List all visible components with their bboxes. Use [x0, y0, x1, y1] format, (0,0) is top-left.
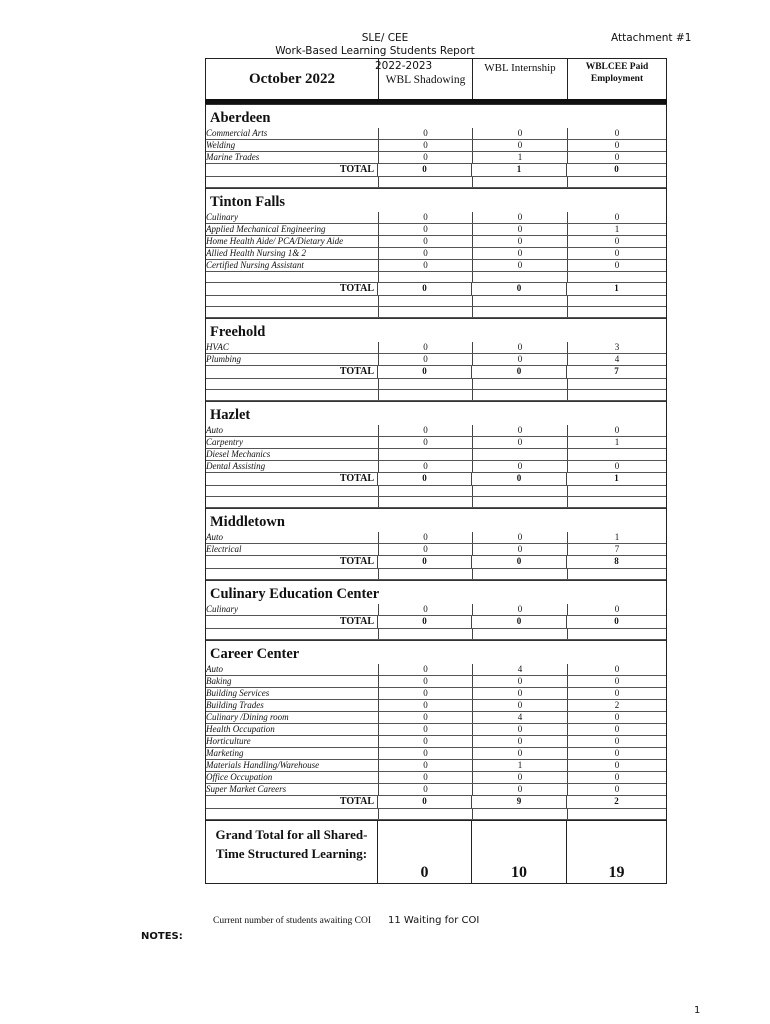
internship-value: 0 — [473, 736, 568, 747]
program-name: Culinary /Dining room — [206, 712, 379, 723]
total-row — [206, 556, 666, 569]
program-row — [206, 224, 666, 236]
blank-row — [206, 379, 666, 390]
internship-value: 0 — [473, 248, 568, 259]
internship-value: 0 — [473, 688, 568, 699]
internship-value: 0 — [473, 676, 568, 687]
internship-value: 0 — [473, 604, 568, 615]
internship-value — [473, 449, 568, 460]
program-name: Dental Assisting — [206, 461, 379, 472]
program-name: Marketing — [206, 748, 379, 759]
shadowing-value: 0 — [379, 152, 473, 163]
internship-value: 0 — [473, 784, 568, 795]
campus-name: Tinton Falls — [206, 188, 666, 212]
total-row — [206, 616, 666, 629]
program-name: Super Market Careers — [206, 784, 379, 795]
campus-section — [206, 188, 666, 318]
program-name: Commercial Arts — [206, 128, 379, 139]
program-row — [206, 248, 666, 260]
blank-cell — [379, 569, 473, 579]
table-header-row — [205, 58, 667, 99]
total-internship: 0 — [472, 283, 567, 295]
blank-cell — [206, 497, 379, 507]
internship-value: 0 — [473, 425, 568, 436]
internship-value: 0 — [473, 700, 568, 711]
program-name: Health Occupation — [206, 724, 379, 735]
blank-cell — [379, 379, 473, 389]
blank-cell — [206, 272, 379, 282]
total-internship: 0 — [472, 366, 567, 378]
internship-value: 0 — [473, 224, 568, 235]
blank-row — [206, 569, 666, 580]
paid-employment-heading: WBLCEE Paid Employment — [585, 62, 649, 84]
note-waiting-coi: 11 Waiting for COI — [388, 915, 480, 926]
campus-section — [206, 640, 666, 820]
total-row — [206, 164, 666, 177]
program-row — [206, 128, 666, 140]
blank-cell — [206, 307, 379, 317]
total-shadowing: 0 — [378, 164, 472, 176]
total-shadowing: 0 — [378, 366, 472, 378]
blank-cell — [473, 486, 568, 496]
blank-cell — [379, 809, 473, 819]
program-name: Welding — [206, 140, 379, 151]
internship-value: 0 — [473, 532, 568, 543]
total-paid: 0 — [614, 164, 619, 174]
paid-value: 0 — [614, 676, 620, 686]
program-name: Culinary — [206, 212, 379, 223]
program-name: Diesel Mechanics — [206, 449, 379, 460]
program-name: Materials Handling/Warehouse — [206, 760, 379, 771]
program-row — [206, 461, 666, 473]
internship-value: 0 — [473, 212, 568, 223]
table-body — [205, 104, 667, 884]
shadowing-value: 0 — [379, 212, 473, 223]
notes-label: NOTES: — [141, 931, 183, 942]
shadowing-value: 0 — [379, 748, 473, 759]
paid-value: 1 — [614, 532, 620, 542]
program-row — [206, 748, 666, 760]
total-internship: 1 — [472, 164, 567, 176]
blank-cell — [473, 809, 568, 819]
blank-cell — [379, 177, 473, 187]
internship-value: 1 — [473, 152, 568, 163]
program-row — [206, 784, 666, 796]
shadowing-value: 0 — [379, 712, 473, 723]
shadowing-value: 0 — [379, 437, 473, 448]
header-line1: SLE/ CEE — [361, 32, 409, 44]
month-heading: October 2022 — [206, 59, 379, 99]
shadowing-value: 0 — [379, 236, 473, 247]
blank-cell — [379, 497, 473, 507]
program-name: Building Services — [206, 688, 379, 699]
paid-value: 0 — [614, 760, 620, 770]
blank-cell — [379, 296, 473, 306]
total-shadowing: 0 — [378, 616, 472, 628]
program-row — [206, 354, 666, 366]
program-row — [206, 425, 666, 437]
total-row — [206, 796, 666, 809]
campus-name: Hazlet — [206, 401, 666, 425]
total-label: TOTAL — [206, 556, 378, 568]
total-row — [206, 366, 666, 379]
blank-cell — [206, 486, 379, 496]
shadowing-value: 0 — [379, 676, 473, 687]
total-label: TOTAL — [206, 164, 378, 176]
program-row — [206, 604, 666, 616]
blank-cell — [473, 296, 568, 306]
paid-value: 4 — [614, 354, 620, 364]
program-name: Horticulture — [206, 736, 379, 747]
total-label: TOTAL — [206, 616, 378, 628]
program-name: Allied Health Nursing 1& 2 — [206, 248, 379, 259]
paid-value: 3 — [614, 342, 620, 352]
internship-value: 0 — [473, 437, 568, 448]
shadowing-value: 0 — [379, 604, 473, 615]
internship-value: 4 — [473, 712, 568, 723]
program-name: HVAC — [206, 342, 379, 353]
internship-value: 1 — [473, 760, 568, 771]
blank-row — [206, 272, 666, 283]
school-year: 2022-2023 — [375, 60, 433, 72]
blank-cell — [379, 486, 473, 496]
program-row — [206, 236, 666, 248]
internship-value: 0 — [473, 748, 568, 759]
campus-name: Culinary Education Center — [206, 580, 666, 604]
shadowing-value: 0 — [379, 128, 473, 139]
blank-cell — [206, 569, 379, 579]
blank-cell — [206, 296, 379, 306]
internship-value: 0 — [473, 544, 568, 555]
paid-value: 0 — [614, 128, 620, 138]
shadowing-value — [379, 449, 473, 460]
blank-cell — [379, 390, 473, 400]
shadowing-value: 0 — [379, 342, 473, 353]
program-row — [206, 700, 666, 712]
program-name: Electrical — [206, 544, 379, 555]
total-label: TOTAL — [206, 366, 378, 378]
paid-value: 0 — [614, 748, 620, 758]
blank-cell — [473, 569, 568, 579]
shadowing-value: 0 — [379, 772, 473, 783]
total-paid: 1 — [614, 473, 619, 483]
blank-row — [206, 177, 666, 188]
blank-cell — [473, 379, 568, 389]
shadowing-value: 0 — [379, 140, 473, 151]
program-row — [206, 544, 666, 556]
program-row — [206, 772, 666, 784]
program-row — [206, 152, 666, 164]
blank-row — [206, 486, 666, 497]
total-row — [206, 473, 666, 486]
paid-value: 0 — [614, 425, 620, 435]
blank-cell — [473, 177, 568, 187]
program-row — [206, 688, 666, 700]
blank-row — [206, 629, 666, 640]
campus-name: Career Center — [206, 640, 666, 664]
page-number: 1 — [694, 1005, 701, 1016]
blank-cell — [379, 307, 473, 317]
program-name: Plumbing — [206, 354, 379, 365]
blank-row — [206, 307, 666, 318]
program-name: Certified Nursing Assistant — [206, 260, 379, 271]
shadowing-value: 0 — [379, 224, 473, 235]
internship-value: 0 — [473, 772, 568, 783]
grand-total-label: Grand Total for all Shared-Time Structured Learning: — [206, 821, 378, 883]
campus-section — [206, 580, 666, 640]
total-shadowing: 0 — [378, 556, 472, 568]
shadowing-heading — [375, 59, 473, 99]
paid-value: 0 — [614, 260, 620, 270]
paid-value: 0 — [614, 461, 620, 471]
total-paid: 8 — [614, 556, 619, 566]
shadowing-value: 0 — [379, 784, 473, 795]
blank-row — [206, 296, 666, 307]
internship-value: 0 — [473, 724, 568, 735]
grand-total-internship: 10 — [472, 821, 567, 883]
program-name: Baking — [206, 676, 379, 687]
total-internship: 0 — [472, 473, 567, 485]
program-row — [206, 760, 666, 772]
campus-name: Middletown — [206, 508, 666, 532]
total-internship: 9 — [472, 796, 567, 808]
blank-cell — [379, 272, 473, 282]
header-line2: Work-Based Learning Students Report — [275, 45, 475, 57]
blank-cell — [206, 177, 379, 187]
shadowing-value: 0 — [379, 248, 473, 259]
paid-value: 0 — [614, 772, 620, 782]
shadowing-value: 0 — [379, 760, 473, 771]
blank-cell — [473, 497, 568, 507]
shadowing-value: 0 — [379, 544, 473, 555]
shadowing-value: 0 — [379, 736, 473, 747]
program-name: Office Occupation — [206, 772, 379, 783]
total-label: TOTAL — [206, 473, 378, 485]
program-row — [206, 736, 666, 748]
shadowing-value: 0 — [379, 724, 473, 735]
total-internship: 0 — [472, 616, 567, 628]
program-name: Applied Mechanical Engineering — [206, 224, 379, 235]
paid-value: 0 — [614, 664, 620, 674]
shadowing-value: 0 — [379, 425, 473, 436]
program-row — [206, 664, 666, 676]
grand-total-row — [206, 820, 666, 883]
program-row — [206, 676, 666, 688]
paid-value: 0 — [614, 152, 620, 162]
program-row — [206, 140, 666, 152]
program-name: Carpentry — [206, 437, 379, 448]
program-row — [206, 532, 666, 544]
blank-cell — [206, 390, 379, 400]
total-label: TOTAL — [206, 283, 378, 295]
campus-name: Freehold — [206, 318, 666, 342]
blank-cell — [473, 629, 568, 639]
internship-value: 0 — [473, 260, 568, 271]
program-row — [206, 260, 666, 272]
shadowing-value: 0 — [379, 260, 473, 271]
program-name: Auto — [206, 664, 379, 675]
shadowing-value: 0 — [379, 532, 473, 543]
program-row — [206, 437, 666, 449]
internship-heading: WBL Internship — [473, 59, 568, 99]
paid-value: 0 — [614, 248, 620, 258]
total-row — [206, 283, 666, 296]
attachment-label: Attachment #1 — [611, 32, 692, 44]
program-row — [206, 212, 666, 224]
blank-cell — [379, 629, 473, 639]
campus-section — [206, 401, 666, 508]
shadowing-value: 0 — [379, 354, 473, 365]
paid-value: 0 — [614, 784, 620, 794]
total-paid: 7 — [614, 366, 619, 376]
blank-row — [206, 390, 666, 401]
campus-section — [206, 318, 666, 401]
campus-section — [206, 508, 666, 580]
program-name: Marine Trades — [206, 152, 379, 163]
internship-value: 0 — [473, 342, 568, 353]
internship-value: 0 — [473, 461, 568, 472]
total-paid: 2 — [614, 796, 619, 806]
internship-value: 0 — [473, 128, 568, 139]
total-shadowing: 0 — [378, 473, 472, 485]
internship-value: 0 — [473, 354, 568, 365]
blank-cell — [473, 390, 568, 400]
paid-value: 0 — [614, 212, 620, 222]
grand-total-paid: 19 — [608, 864, 625, 881]
paid-value: 0 — [614, 604, 620, 614]
internship-value: 0 — [473, 236, 568, 247]
internship-value: 4 — [473, 664, 568, 675]
total-internship: 0 — [472, 556, 567, 568]
program-row — [206, 342, 666, 354]
paid-value: 0 — [614, 712, 620, 722]
program-name: Home Health Aide/ PCA/Dietary Aide — [206, 236, 379, 247]
blank-row — [206, 809, 666, 820]
program-name: Culinary — [206, 604, 379, 615]
blank-cell — [206, 379, 379, 389]
shadowing-label: WBL Shadowing — [385, 74, 466, 86]
program-name: Auto — [206, 425, 379, 436]
blank-cell — [473, 272, 568, 282]
blank-row — [206, 497, 666, 508]
report-table — [205, 58, 667, 884]
program-row — [206, 449, 666, 461]
total-shadowing: 0 — [378, 796, 472, 808]
campus-name: Aberdeen — [206, 104, 666, 128]
program-row — [206, 724, 666, 736]
grand-total-shadowing: 0 — [378, 821, 472, 883]
total-paid: 0 — [614, 616, 619, 626]
program-row — [206, 712, 666, 724]
program-name: Building Trades — [206, 700, 379, 711]
total-label: TOTAL — [206, 796, 378, 808]
paid-value: 0 — [614, 688, 620, 698]
shadowing-value: 0 — [379, 700, 473, 711]
paid-value: 0 — [614, 236, 620, 246]
total-paid: 1 — [614, 283, 619, 293]
paid-value: 1 — [614, 224, 620, 234]
paid-value — [568, 449, 666, 460]
internship-value: 0 — [473, 140, 568, 151]
paid-value: 1 — [614, 437, 620, 447]
program-name: Auto — [206, 532, 379, 543]
campus-section — [206, 104, 666, 188]
note-awaiting-coi: Current number of students awaiting COI — [213, 916, 372, 926]
shadowing-value: 0 — [379, 664, 473, 675]
paid-value: 0 — [614, 140, 620, 150]
blank-cell — [206, 809, 379, 819]
blank-cell — [473, 307, 568, 317]
shadowing-value: 0 — [379, 688, 473, 699]
total-shadowing: 0 — [378, 283, 472, 295]
paid-value: 7 — [614, 544, 620, 554]
paid-value: 0 — [614, 724, 620, 734]
paid-value: 2 — [614, 700, 620, 710]
paid-value: 0 — [614, 736, 620, 746]
shadowing-value: 0 — [379, 461, 473, 472]
blank-cell — [206, 629, 379, 639]
